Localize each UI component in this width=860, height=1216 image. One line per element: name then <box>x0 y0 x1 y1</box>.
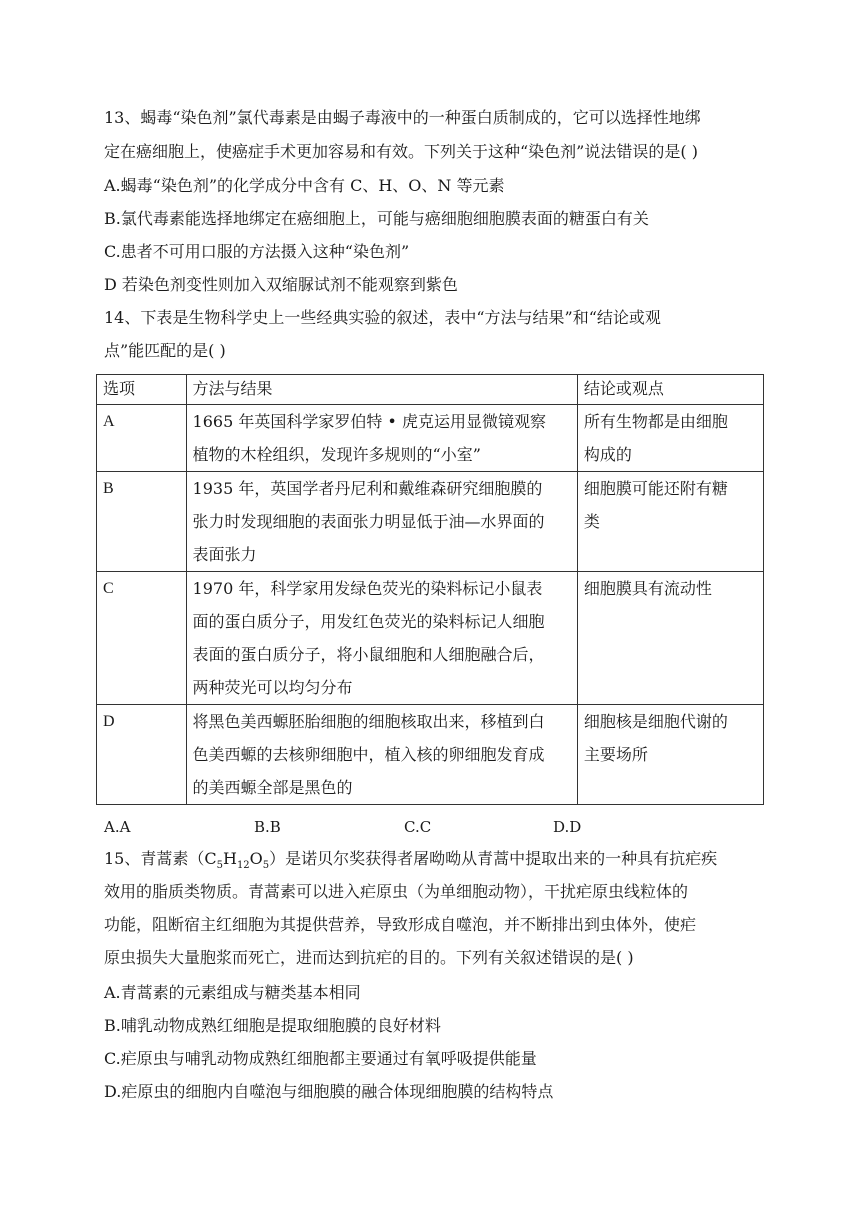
q13-option-d: D 若染色剂变性则加入双缩脲试剂不能观察到紫色 <box>104 275 458 294</box>
q15-stem-post: ）是诺贝尔奖获得者屠呦呦从青蒿中提取出来的一种具有抗疟疾 <box>269 849 718 868</box>
row-method <box>186 572 577 705</box>
cell-line: 类 <box>583 512 600 531</box>
row-option: A <box>97 405 187 472</box>
q14-option-c: C.C <box>404 818 432 836</box>
cell-line: 所有生物都是由细胞 <box>583 412 728 431</box>
formula-subscript: 5 <box>216 860 223 872</box>
q15-option-d: D.疟原虫的细胞内自噬泡与细胞膜的融合体现细胞膜的结构特点 <box>104 1082 554 1101</box>
q14-stem-line-1: 14、下表是生物科学史上一些经典实验的叙述，表中“方法与结果”和“结论或观 <box>104 308 661 327</box>
formula-subscript: 5 <box>262 860 270 872</box>
formula-subscript: 12 <box>236 860 250 872</box>
formula-element: H <box>222 849 237 868</box>
cell-line: 色美西螈的去核卵细胞中，植入核的卵细胞发育成 <box>192 745 545 764</box>
row-option: C <box>97 572 187 705</box>
header-conclusion: 结论或观点 <box>577 375 763 405</box>
q13-option-a: A.蝎毒“染色剂”的化学成分中含有 C、H、O、N 等元素 <box>104 176 505 195</box>
row-option: B <box>97 472 187 572</box>
q15-option-c: C.疟原虫与哺乳动物成熟红细胞都主要通过有氧呼吸提供能量 <box>104 1049 537 1068</box>
cell-line: 细胞膜具有流动性 <box>583 579 712 598</box>
header-method: 方法与结果 <box>186 375 577 405</box>
formula-element: O <box>249 849 263 868</box>
q13-option-b: B.氯代毒素能选择地绑定在癌细胞上，可能与癌细胞细胞膜表面的糖蛋白有关 <box>104 209 649 228</box>
q14-option-a: A.A <box>104 818 131 836</box>
cell-line: 1970 年，科学家用发绿色荧光的染料标记小鼠表 <box>192 579 543 598</box>
row-conclusion <box>577 572 763 705</box>
q15-stem-line-3: 功能，阻断宿主红细胞为其提供营养，导致形成自噬泡，并不断排出到虫体外，使疟 <box>104 915 697 934</box>
row-conclusion <box>577 705 763 805</box>
cell-line: 的美西螈全部是黑色的 <box>192 778 353 797</box>
header-option: 选项 <box>97 375 187 405</box>
q13-stem-line-1: 13、蝎毒“染色剂”氯代毒素是由蝎子毒液中的一种蛋白质制成的，它可以选择性地绑 <box>104 108 701 127</box>
q15-stem-pre: 15、青蒿素（C <box>104 849 217 868</box>
row-method <box>186 405 577 472</box>
q14-stem-line-2: 点”能匹配的是( ) <box>104 341 226 360</box>
cell-line: 两种荧光可以均匀分布 <box>192 678 353 697</box>
q15-option-a: A.青蒿素的元素组成与糖类基本相同 <box>104 983 361 1002</box>
cell-line: 构成的 <box>583 445 632 464</box>
table-row <box>97 572 764 705</box>
cell-line: 细胞膜可能还附有糖 <box>583 479 728 498</box>
cell-line: 1665 年英国科学家罗伯特 • 虎克运用显微镜观察 <box>192 412 546 431</box>
row-conclusion <box>577 472 763 572</box>
cell-line: 主要场所 <box>583 745 648 764</box>
cell-line: 细胞核是细胞代谢的 <box>583 712 728 731</box>
table-header-row <box>97 375 764 405</box>
table-row <box>97 705 764 805</box>
q15-option-b: B.哺乳动物成熟红细胞是提取细胞膜的良好材料 <box>104 1016 441 1035</box>
cell-line: 1935 年，英国学者丹尼利和戴维森研究细胞膜的 <box>192 479 543 498</box>
q13-stem-line-2: 定在癌细胞上，使癌症手术更加容易和有效。下列关于这种“染色剂”说法错误的是( ) <box>104 142 698 161</box>
cell-line: 面的蛋白质分子，用发红色荧光的染料标记人细胞 <box>192 612 545 631</box>
cell-line: 将黑色美西螈胚胎细胞的细胞核取出来，移植到白 <box>192 712 545 731</box>
table-row <box>97 472 764 572</box>
row-conclusion <box>577 405 763 472</box>
cell-line: 表面的蛋白质分子，将小鼠细胞和人细胞融合后， <box>192 645 545 664</box>
row-method <box>186 472 577 572</box>
q15-stem-line-2: 效用的脂质类物质。青蒿素可以进入疟原虫（为单细胞动物），干扰疟原虫线粒体的 <box>104 882 689 901</box>
q13-option-c: C.患者不可用口服的方法摄入这种“染色剂” <box>104 242 410 261</box>
q14-option-d: D.D <box>553 818 582 836</box>
row-option: D <box>97 705 187 805</box>
q14-table <box>96 374 764 805</box>
cell-line: 植物的木栓组织，发现许多规则的“小室” <box>192 445 481 464</box>
q15-stem-line-4: 原虫损失大量胞浆而死亡，进而达到抗疟的目的。下列有关叙述错误的是( ) <box>104 948 634 967</box>
q14-option-b: B.B <box>254 818 281 836</box>
cell-line: 表面张力 <box>192 545 257 564</box>
cell-line: 张力时发现细胞的表面张力明显低于油—水界面的 <box>192 512 545 531</box>
q15-stem-line-1 <box>104 848 717 870</box>
table-row <box>97 405 764 472</box>
row-method <box>186 705 577 805</box>
